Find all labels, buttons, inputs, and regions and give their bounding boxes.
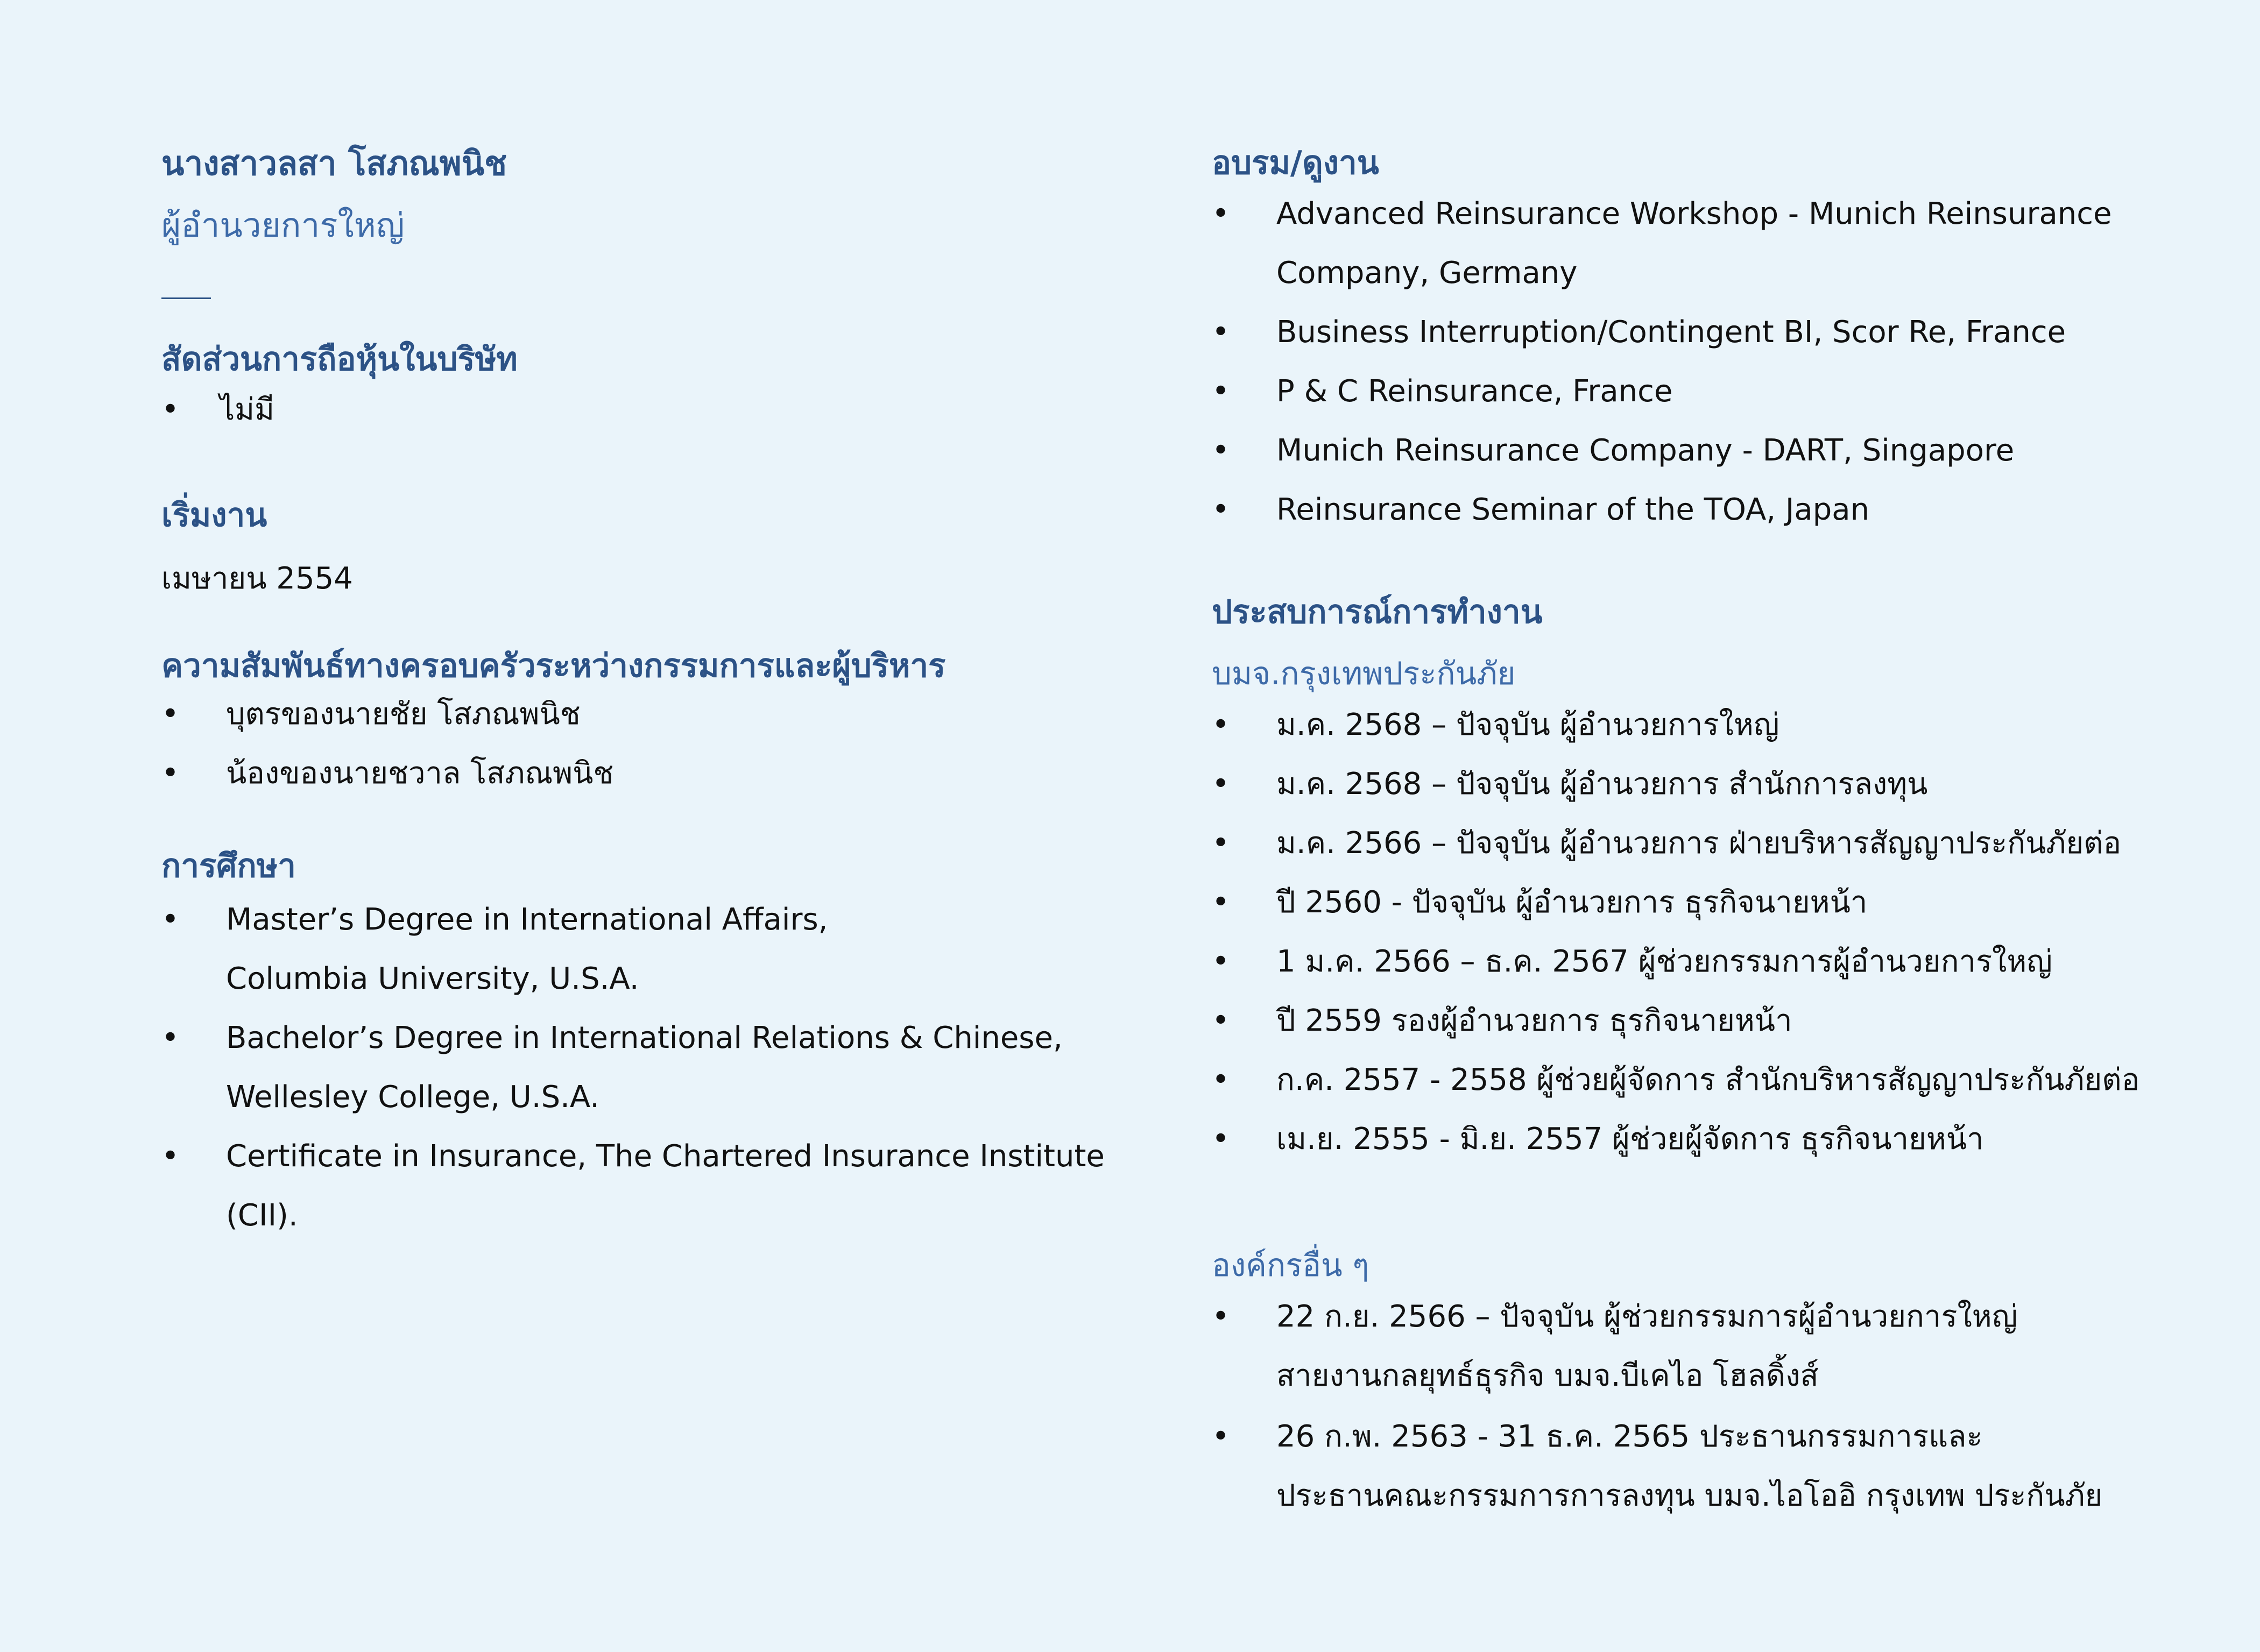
- bullet-icon: •: [161, 392, 180, 427]
- education-heading: การศึกษา: [161, 847, 296, 885]
- bullet-icon: •: [1212, 707, 1230, 742]
- bullet-icon: •: [1212, 885, 1230, 920]
- bullet-icon: •: [1212, 196, 1230, 231]
- bullet-icon: •: [1212, 374, 1230, 409]
- bullet-icon: •: [1212, 1003, 1230, 1038]
- bullet-icon: •: [161, 1020, 180, 1055]
- family-heading: ความสัมพันธ์ทางครอบครัวระหว่างกรรมการและผู้บริหาร: [161, 647, 946, 685]
- bullet-icon: •: [1212, 767, 1230, 802]
- bullet-icon: •: [1212, 433, 1230, 468]
- bullet-icon: •: [1212, 944, 1230, 979]
- bullet-icon: •: [161, 902, 180, 937]
- training-heading: อบรม/ดูงาน: [1212, 144, 1379, 182]
- bullet-icon: •: [1212, 1419, 1230, 1454]
- start-date-heading: เริ่มงาน: [161, 497, 267, 534]
- bullet-icon: •: [1212, 1122, 1230, 1157]
- divider: [161, 297, 211, 299]
- bullet-icon: •: [1212, 1062, 1230, 1097]
- experience-company: บมจ.กรุงเทพประกันภัย: [1212, 655, 1516, 692]
- start-date-value: เมษายน 2554: [161, 561, 353, 596]
- shareholding-heading: สัดส่วนการถือหุ้นในบริษัท: [161, 341, 518, 378]
- other-orgs-heading: องค์กรอื่น ๆ: [1212, 1247, 1369, 1284]
- bullet-icon: •: [161, 697, 180, 732]
- experience-heading: ประสบการณ์การทำงาน: [1212, 593, 1543, 631]
- profile-page: นางสาวลสา โสภณพนิช ผู้อำนวยการใหญ่ สัดส่วนการถือหุ้นในบริษัท • ไม่มี เริ่มงาน เมษายน 2554 ความสัมพันธ์ทางครอบครัวระหว่างกรรมการและผู้บริหาร • บุตรของนายชัย โสภณพนิช • น้องของนายชวาล โสภณพนิช การศึกษา • Master’s Degree in International Affairs, Columbia University, U.S.A. • Bachelor’s Degree in International Relations & Chinese, Wellesley College, U.S.A. • Certificate in Insurance, The Chartered Insurance Institute (CII). อบรม/ดูงาน • Advanced Reinsurance Workshop - Munich Reinsurance Company, Germany • Business Interruption/Contingent BI, Scor Re, France • P & C Reinsurance, France • Munich Reinsurance Company - DART, Singapore • Reinsurance Seminar of the TOA, Japan ประสบการณ์การทำงาน บมจ.กรุงเทพประกันภัย • ม.ค. 2568 – ปัจจุบัน ผู้อำนวยการใหญ่ • ม.ค. 2568 – ปัจจุบัน ผู้อำนวยการ สำนักการลงทุน • ม.ค. 2566 – ปัจจุบัน ผู้อำนวยการ ฝ่ายบริหารสัญญาประกันภัยต่อ • ปี 2560 - ปัจจุบัน ผู้อำนวยการ ธุรกิจนายหน้า • 1 ม.ค. 2566 – ธ.ค. 2567 ผู้ช่วยกรรมการผู้อำนวยการใหญ่ • ปี 2559 รองผู้อำนวยการ ธุรกิจนายหน้า • ก.ค. 2557 - 2558 ผู้ช่วยผู้จัดการ สำนักบริหารสัญญาประกันภัยต่อ • เม.ย. 2555 - มิ.ย. 2557 ผู้ช่วยผู้จัดการ ธุรกิจนายหน้า องค์กรอื่น ๆ • 22 ก.ย. 2566 – ปัจจุบัน ผู้ช่วยกรรมการผู้อำนวยการใหญ่ สายงานกลยุทธ์ธุรกิจ บมจ.บีเคไอ โฮลดิ้งส์ • 26 ก.พ. 2563 - 31 ธ.ค. 2565 ประธานกรรมการและ ประธานคณะกรรมการการลงทุน บมจ.ไอโออิ กรุงเทพ ประกันภัย: [0, 0, 2260, 1652]
- person-name: นางสาวลสา โสภณพนิช: [161, 144, 507, 183]
- bullet-icon: •: [1212, 315, 1230, 350]
- bullet-icon: •: [1212, 1299, 1230, 1334]
- bullet-icon: •: [161, 1139, 180, 1174]
- bullet-icon: •: [1212, 826, 1230, 861]
- bullet-icon: •: [1212, 492, 1230, 527]
- bullet-icon: •: [161, 756, 180, 791]
- person-title: ผู้อำนวยการใหญ่: [161, 205, 405, 245]
